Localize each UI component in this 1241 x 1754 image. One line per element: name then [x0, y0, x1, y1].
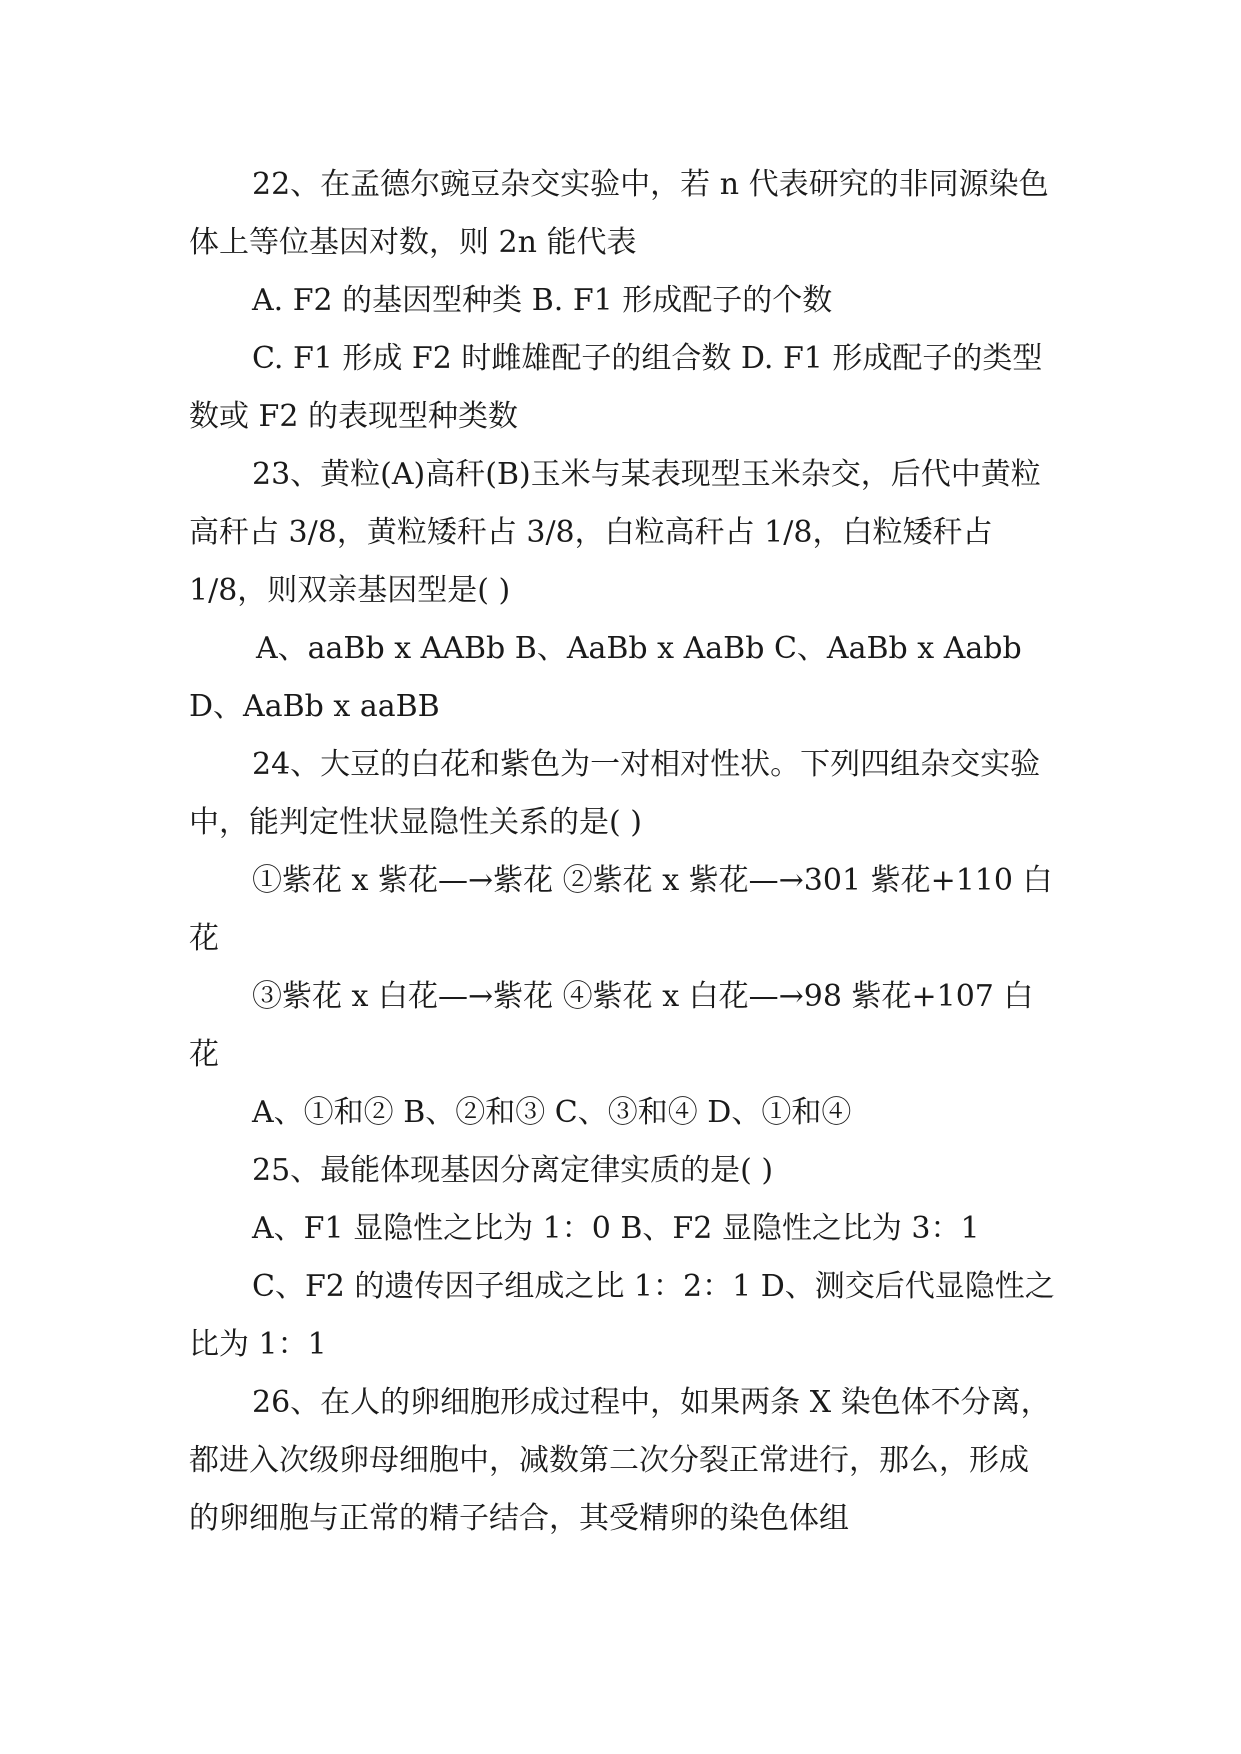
question-24-cross-1-2: ①紫花 x 紫花—→紫花 ②紫花 x 紫花—→301 紫花+110 白花	[189, 863, 1053, 956]
question-23-stem: 23、黄粒(A)高秆(B)玉米与某表现型玉米杂交，后代中黄粒高秆占 3/8，黄粒矮秆占 3/8，白粒高秆占 1/8，白粒矮秆占 1/8，则双亲基因型是( )	[189, 457, 1041, 608]
question-24-stem: 24、大豆的白花和紫色为一对相对性状。下列四组杂交实验中，能判定性状显隐性关系的是( )	[189, 747, 1041, 840]
question-25-stem: 25、最能体现基因分离定律实质的是( )	[252, 1153, 774, 1188]
question-list	[189, 156, 1055, 1548]
question-22-stem: 22、在孟德尔豌豆杂交实验中，若 n 代表研究的非同源染色体上等位基因对数，则 2n 能代表	[189, 167, 1049, 260]
question-22-options-cd: C. F1 形成 F2 时雌雄配子的组合数 D. F1 形成配子的类型数或 F2 的表现型种类数	[189, 341, 1043, 434]
question-23-options: A、aaBb x AABb B、AaBb x AaBb C、AaBb x Aabb D、AaBb x aaBB	[189, 631, 1032, 724]
question-25-options-cd: C、F2 的遗传因子组成之比 1：2：1 D、测交后代显隐性之比为 1：1	[189, 1269, 1055, 1362]
question-26-stem: 26、在人的卵细胞形成过程中，如果两条 X 染色体不分离，都进入次级卵母细胞中，减数第二次分裂正常进行，那么，形成的卵细胞与正常的精子结合，其受精卵的染色体组	[189, 1385, 1051, 1536]
question-24-cross-3-4: ③紫花 x 白花—→紫花 ④紫花 x 白花—→98 紫花+107 白花	[189, 979, 1034, 1072]
question-25-options-ab: A、F1 显隐性之比为 1：0 B、F2 显隐性之比为 3：1	[252, 1211, 980, 1246]
question-24-options: A、①和② B、②和③ C、③和④ D、①和④	[252, 1095, 852, 1130]
question-22-options-ab: A. F2 的基因型种类 B. F1 形成配子的个数	[252, 283, 833, 318]
